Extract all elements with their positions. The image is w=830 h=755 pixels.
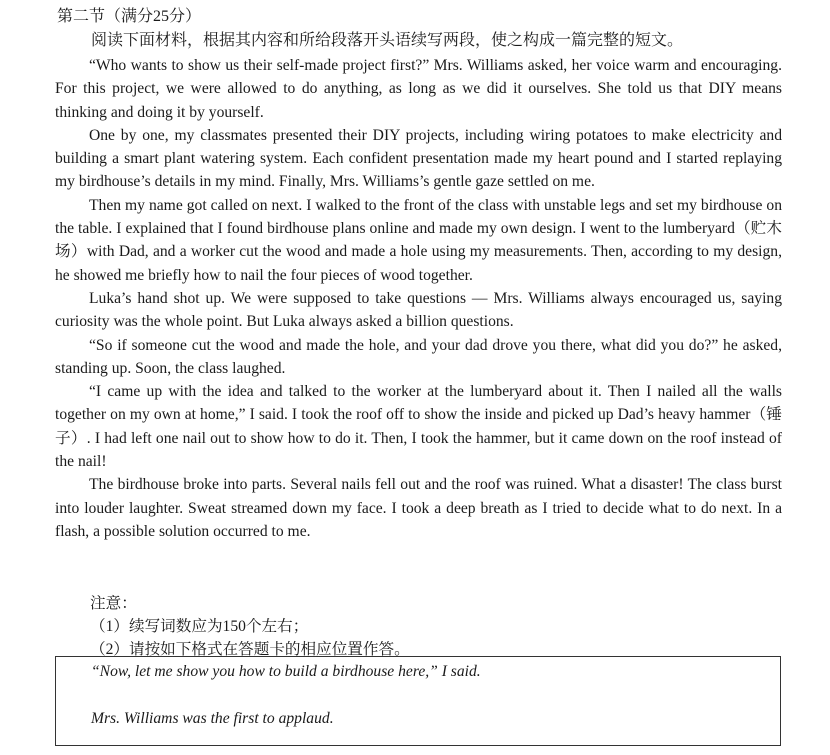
passage-paragraph-4: Luka’s hand shot up. We were supposed to take questions — Mrs. Williams always encouraged us, saying curiosity was the whole point. But Luka always asked a billion questions. [55,289,782,331]
continuation-opening-2: Mrs. Williams was the first to applaud. [91,710,334,727]
passage-paragraph-3: Then my name got called on next. I walked to the front of the class with unstable legs and set my birdhouse on the table. I explained that I found birdhouse plans online and made my own design. I went to the lumberyard（贮木场）with Dad, and a worker cut the wood and made a hole using my measurements. Then, according to my design, he showed me briefly how to nail the four pieces of wood together. [55,196,782,284]
section-title: 第二节（满分25分） [57,8,202,25]
passage-paragraph-1: “Who wants to show us their self-made project first?” Mrs. Williams asked, her voice warm and encouraging. For this project, we were allowed to do anything, as long as we did it ourselves. She told us that DIY means thinking and doing it by yourself. [55,57,782,121]
notes-heading: 注意： [90,595,137,612]
reading-passage [55,54,782,543]
passage-paragraph-2: One by one, my classmates presented their DIY projects, including wiring potatoes to make electricity and building a smart plant watering system. Each confident presentation made my heart pound and I started replaying my birdhouse’s details in my mind. Finally, Mrs. Williams’s gentle gaze settled on me. [55,126,782,191]
note-item-2: （2）请按如下格式在答题卡的相应位置作答。 [90,641,410,658]
passage-paragraph-5: “So if someone cut the wood and made the hole, and your dad drove you there, what did you do?” he asked, standing up. Soon, the class laughed. [55,336,782,377]
passage-paragraph-7: The birdhouse broke into parts. Several nails fell out and the roof was ruined. What a disaster! The class burst into louder laughter. Sweat streamed down my face. I took a deep breath as I tried to decide what to do next. In a flash, a possible solution occurred to me. [55,476,782,540]
answer-box [55,656,781,746]
continuation-opening-1: “Now, let me show you how to build a birdhouse here,” I said. [91,663,481,680]
notes-section [90,592,410,661]
task-instruction: 阅读下面材料，根据其内容和所给段落开头语续写两段，使之构成一篇完整的短文。 [91,32,684,49]
passage-paragraph-6: “I came up with the idea and talked to the worker at the lumberyard about it. Then I nailed all the walls together on my own at home,” I said. I took the roof off to show the inside and picked up Dad’s heavy hammer（锤子）. I had left one nail out to show how to do it. Then, I took the hammer, but it came down on the roof instead of the nail! [55,383,782,471]
note-item-1: （1）续写词数应为150个左右； [90,618,309,635]
